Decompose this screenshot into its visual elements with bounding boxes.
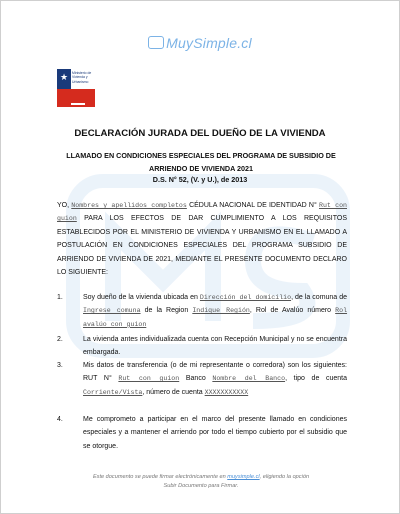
brand-header (1, 35, 399, 51)
field-rut-transferencia[interactable]: Rut con guion (118, 375, 180, 383)
field-rol-avaluo[interactable]: Rol avalúo con guion (83, 307, 348, 328)
field-comuna[interactable]: Ingrese comuna (83, 307, 141, 315)
field-banco[interactable]: Nombre del Banco (212, 375, 286, 383)
document-subtitle: LLAMADO EN CONDICIONES ESPECIALES DEL PROGRAMA DE SUBSIDIO DE ARRIENDO DE VIVIENDA 2021 (66, 151, 336, 173)
star-icon: ★ (60, 72, 69, 82)
decree-reference: D.S. N° 52, (V. y U.), de 2013 (152, 175, 248, 184)
field-direccion[interactable]: Dirección del domicilio (199, 294, 292, 301)
intro-paragraph: YO, Nombres y apellidos completos CÉDULA NACIONAL DE IDENTIDAD N° Rut con guion PARA LOS EFECTOS DE DAR CUMPLIMIENTO A LOS REQUISITOS ESTABLECIDOS POR EL MINISTERIO DE VIVIENDA Y URBANISMO EN EL LLAMADO A POSTULACIÓN EN CONDICIONES ESPECIALES DEL PROGRAMA SUBSIDIO DE ARRIENDO DE VIVIENDA DE 2021, MEDIANTE EL PRESENTE DOCUMENTO DECLARO LO SIGUIENTE: (57, 202, 347, 277)
muysimple-link[interactable]: muysimple.cl (227, 474, 260, 480)
brand-name: MuySimple.cl (166, 35, 252, 51)
ministry-logo (57, 69, 95, 107)
field-tipo-cuenta[interactable]: Corriente/Vista (83, 388, 143, 396)
muysimple-logo-icon (148, 36, 164, 49)
field-numero-cuenta[interactable]: XXXXXXXXXXX (204, 388, 249, 396)
document-title: DECLARACIÓN JURADA DEL DUEÑO DE LA VIVIENDA (74, 128, 326, 139)
ministry-name: Ministerio de Vivienda y Urbanismo (72, 71, 92, 84)
field-region[interactable]: Indique Región (192, 307, 250, 315)
field-rut[interactable]: Rut con guion (57, 202, 347, 223)
field-nombre[interactable]: Nombres y apellidos completos (71, 202, 187, 209)
document-page: MuySimple.cl ★ Ministerio de Vivienda y Urbanismo DECLARACIÓN JURADA DEL DUEÑO DE LA VIVIENDA LLAMADO EN CONDICIONES ESPECIALES DEL PROGRAMA DE SUBSIDIO DE ARRIENDO DE VIVIENDA 2021 D.S. N° 52, (V. y U.), de 2013 YO, Nombres y apellidos completos CÉDULA NACIONAL DE IDENTIDAD N° Rut con guion PARA LOS EFECTOS DE DAR CUMPLIMIENTO A LOS REQUISITOS ESTABLECIDOS POR EL MINISTERIO DE VIVIENDA Y URBANISMO EN EL LLAMADO A POSTULACIÓN EN CONDICIONES ESPECIALES DEL PROGRAMA SUBSIDIO DE ARRIENDO DE VIVIENDA DE 2021, MEDIANTE EL PRESENTE DOCUMENTO DECLARO LO SIGUIENTE: 1. Soy dueño de la vivienda ubicada en Dirección del domicilio, de la comuna de Ingrese comuna de la Region Indique Región, Rol de Avalúo número Rol avalúo con guion 2. La vivienda antes individualizada cuenta con Recepción Municipal y no se encuentra embargada. 3. Mis datos de transferencia (o de mi representante o corredora) son los siguientes: RUT N° Rut con guion Banco Nombre del Banco, tipo de cuenta Corriente/Vista, número de cuenta XXXXXXXXXXX 4. Me comprometo a participar en el marco del presente llamado en condiciones especiales y a mantener el arriendo por todo el tiempo cubierto por el subsidio que se otorgue. Este documento se puede firmar electrónicamente en muysimple.cl, eligiendo la opción Subir Documento para Firmar. (0, 0, 400, 514)
footer-note: Este documento se puede firmar electrónicamente en muysimple.cl, eligiendo la opción Subir Documento para Firmar. (92, 474, 310, 489)
